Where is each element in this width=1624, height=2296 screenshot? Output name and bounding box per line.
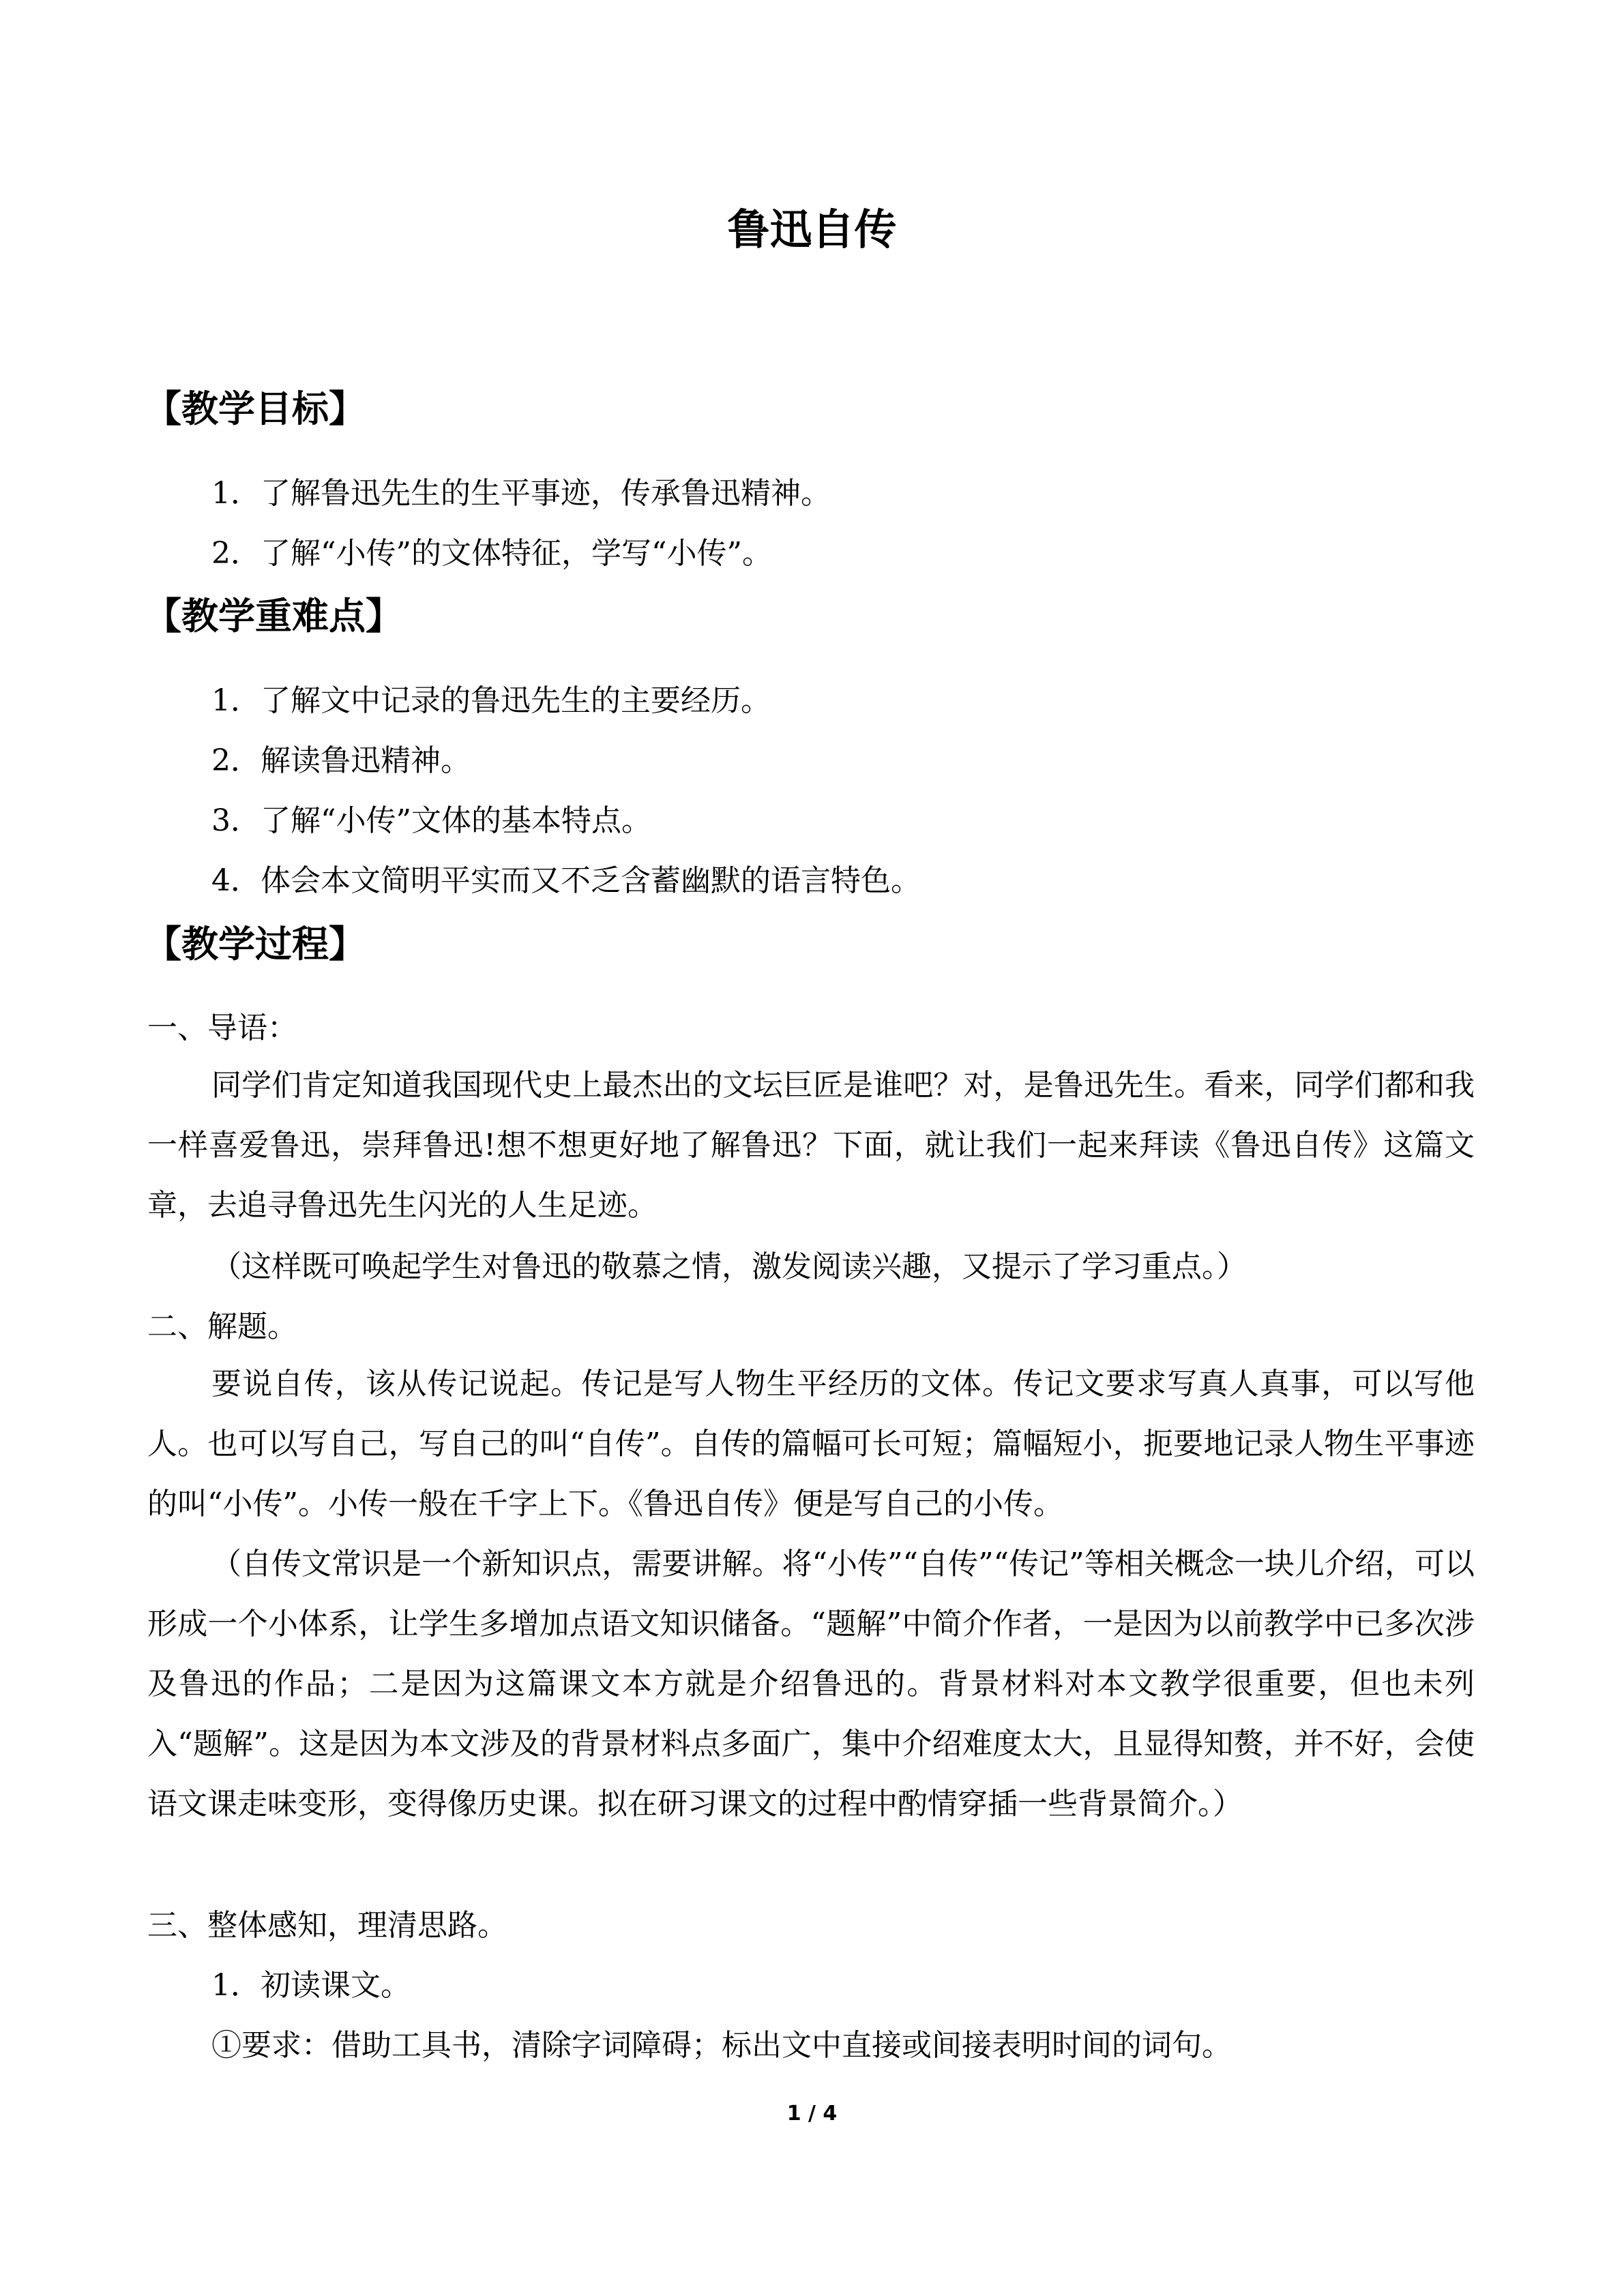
process-part2-title: 二、解题。: [147, 1309, 297, 1344]
objective-item-2: 2．了解“小传”的文体特征，学写“小传”。: [211, 536, 772, 571]
section-heading-objectives: 【教学目标】: [145, 387, 366, 430]
objective-item-1: 1．了解鲁迅先生的生平事迹，传承鲁迅精神。: [211, 476, 831, 511]
key-point-item-3: 3．了解“小传”文体的基本特点。: [211, 803, 651, 838]
process-part1-title: 一、导语：: [147, 1011, 297, 1045]
key-point-item-2: 2．解读鲁迅精神。: [211, 743, 471, 778]
key-point-item-4: 4．体会本文简明平实而又不乏含蓄幽默的语言特色。: [211, 863, 921, 898]
process-part3-item1-requirement: ①要求：借助工具书，清除字词障碍；标出文中直接或间接表明时间的词句。: [211, 2028, 1232, 2063]
process-part2-paragraph: 要说自传，该从传记说起。传记是写人物生平经历的文体。传记文要求写真人真事，可以写他人。也可以写自己，写自己的叫“自传”。自传的篇幅可长可短；篇幅短小，扼要地记录人物生平事迹的叫“小传”。小传一般在千字上下。《鲁迅自传》便是写自己的小传。: [147, 1367, 1475, 1521]
section-heading-key-points: 【教学重难点】: [145, 595, 402, 638]
section-heading-process: 【教学过程】: [145, 923, 366, 966]
process-part3-item1: 1．初读课文。: [211, 1968, 411, 2003]
process-part1-note: （这样既可唤起学生对鲁迅的敬慕之情，激发阅读兴趣，又提示了学习重点。）: [211, 1249, 1247, 1284]
process-part1-paragraph: 同学们肯定知道我国现代史上最杰出的文坛巨匠是谁吧？对，是鲁迅先生。看来，同学们都和我一样喜爱鲁迅，崇拜鲁迅!想不想更好地了解鲁迅？下面，就让我们一起来拜读《鲁迅自传》这篇文章，去追寻鲁迅先生闪光的人生足迹。: [147, 1068, 1475, 1223]
key-point-item-1: 1．了解文中记录的鲁迅先生的主要经历。: [211, 683, 771, 718]
page-number: 1 / 4: [786, 2102, 838, 2126]
process-part2-note: （自传文常识是一个新知识点，需要讲解。将“小传”“自传”“传记”等相关概念一块儿介绍，可以形成一个小体系，让学生多增加点语文知识储备。“题解”中简介作者，一是因为以前教学中已多次涉及鲁迅的作品；二是因为这篇课文本方就是介绍鲁迅的。背景材料对本文教学很重要，但也未列入“题解”。这是因为本文涉及的背景材料点多面广，集中介绍难度太大，且显得知赘，并不好，会使语文课走味变形，变得像历史课。拟在研习课文的过程中酌情穿插一些背景简介。）: [147, 1547, 1475, 1821]
process-part3-title: 三、整体感知，理清思路。: [147, 1908, 507, 1943]
page-title: 鲁迅自传: [727, 205, 897, 254]
